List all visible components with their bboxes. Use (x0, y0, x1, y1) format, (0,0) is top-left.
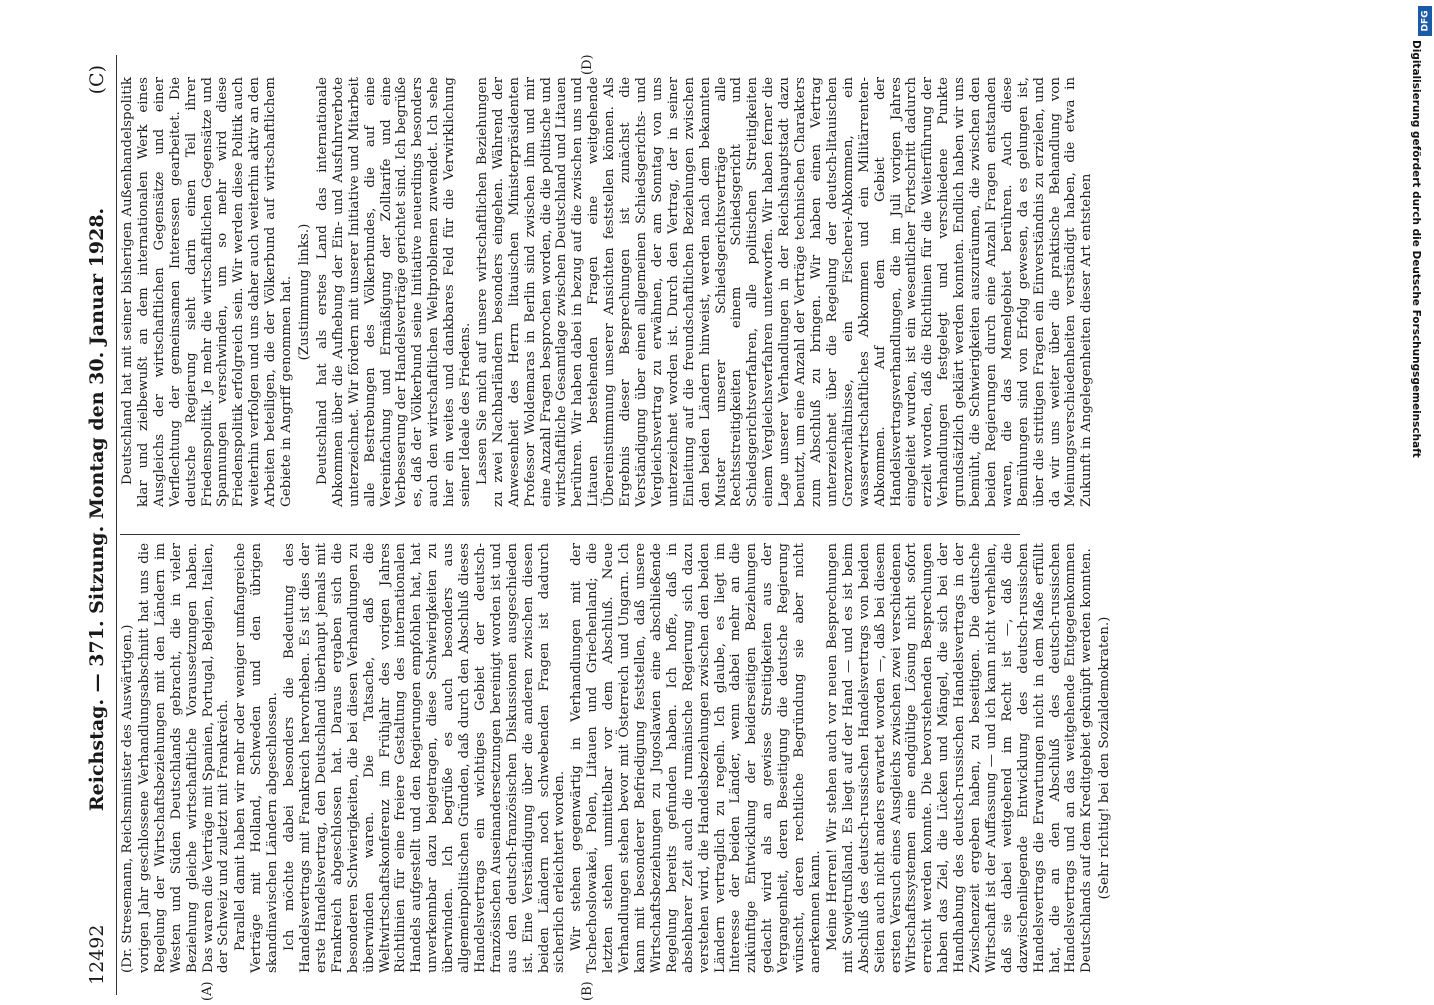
paragraph: Ich möchte dabei besonders die Bedeutung des Handelsvertrags mit Frankreich hervorheben. Es ist dies der erste Handelsvertrag, den Deutschland überhaupt jemals mit Frankreich abgeschlossen hat. Daraus ergaben sich die besonderen Schwierigkeiten, die bei diesen Verhandlungen zu überwinden waren. Die Tatsache, daß die Weltwirtschaftskonferenz im Frühjahr des vorigen Jahres Richtlinien für eine freiere Gestaltung des internationalen Handels aufgestellt und den Regierungen empfohlen hat, hat unverkennbar dazu beigetragen, diese Schwierigkeiten zu überwinden. Ich begrüße es auch besonders aus allgemeinpolitischen Gründen, daß durch den Abschluß dieses Handelsvertrags ein wichtiges Gebiet der deutsch-französischen Auseinandersetzungen bereinigt worden ist und aus den deutsch-französischen Diskussionen ausgeschieden ist. Eine Verständigung über die anderen zwischen diesen beiden Ländern noch schwebenden Fragen ist dadurch sicherlich erleichtert worden. (282, 543, 568, 973)
margin-mark-a: (A) (200, 981, 215, 1001)
left-column (120, 543, 1115, 973)
funding-note: Digitalisierung gefördert durch die Deutsche Forschungsgemeinschaft (1410, 40, 1422, 458)
interjection: (Zustimmung links.) (296, 223, 312, 361)
paragraph: Lassen Sie mich auf unsere wirtschaftlichen Beziehungen zu zwei Nachbarländern besonders eingehen. Während der Anwesenheit des Herrn litauischen Ministerpräsidenten Professor Woldemaras in Berlin sind zwischen ihm und mir eine Anzahl Fragen besprochen worden, die die politische und wirtschaftliche Gesamtlage zwischen Deutschland und Litauen berühren. Wir haben dabei in bezug auf die zwischen uns und Litauen bestehenden Fragen eine weitgehende Übereinstimmung unserer Ansichten feststellen können. Als Ergebnis dieser Besprechungen ist zunächst die Verständigung über einen allgemeinen Schiedsgerichts- und Vergleichsvertrag zu erwähnen, der am Sonntag von uns unterzeichnet worden ist. Durch den Vertrag, der in seiner Einleitung auf die freundschaftlichen Beziehungen zwischen den beiden Ländern hinweist, werden nach dem bekannten Muster unserer Schiedsgerichtsverträge alle Rechtsstreitigkeiten einem Schiedsgericht und Schiedsgerichtsverfahren, alle politischen Streitigkeiten einem Vergleichsverfahren unterworfen. Wir haben ferner die Lage unserer Verhandlungen in der Reichshauptstadt dazu benutzt, um eine Anzahl der Verträge technischen Charakters zum Abschluß zu bringen. Wir haben einen Vertrag unterzeichnet über die Regelung der deutsch-litauischen Grenzverhältnisse, ein Fischerei-Abkommen, ein wasserwirtschaftliches Abkommen und ein Militärrenten-Abkommen. Auf dem Gebiet der Handelsvertragsverhandlungen, die im Juli vorigen Jahres eingeleitet wurden, ist ein wesentlicher Fortschritt dadurch erzielt worden, daß die Richtlinien für die Weiterführung der Verhandlungen festgelegt und verschiedene Punkte grundsätzlich geklärt werden konnten. Endlich haben wir uns bemüht, die Schwierigkeiten auszuräumen, die zwischen den beiden Regierungen durch eine Anzahl Fragen entstanden waren, die das Memelgebiet berühren. Auch diese Bemühungen sind von Erfolg gewesen, da es gelungen ist, über die strittigen Fragen ein Einverständnis zu erzielen, und da wir uns weiter über die praktische Behandlung von Meinungsverschiedenheiten verständigt haben, die etwa in Zukunft in Angelegenheiten dieser Art entstehen (474, 77, 1095, 507)
paragraph: vorigen Jahr geschlossene Verhandlungsabschnitt hat uns die Regelung der Wirtschaftsbeziehungen mit den Ländern im Westen und Süden Deutschlands gebracht, die in vieler Beziehung gleiche wirtschaftliche Voraussetzungen haben. Das waren die Verträge mit Spanien, Portugal, Belgien, Italien, der Schweiz und zuletzt mit Frankreich. (136, 543, 232, 973)
interjection: (Sehr richtig! bei den Sozialdemokraten.) (1097, 616, 1113, 900)
header-rule (116, 55, 117, 995)
paragraph: Deutschland hat als erstes Land das internationale Abkommen über die Aufhebung der Ein- und Ausfuhrverbote unterzeichnet. Wir fördern mit unserer Initiative und Mitarbeit alle Bestrebungen des Völkerbundes, die auf eine Vereinfachung und Ermäßigung der Zolltarife und eine Verbesserung der Handelsverträge gerichtet sind. Ich begrüße es, daß der Völkerbund seine Initiative neuerdings besonders auch den wirtschaftlichen Weltproblemen zuwendet. Ich sehe hier ein weites und dankbares Feld für die Verwirklichung seiner Ideale des Friedens. (314, 77, 474, 507)
page-number: 12492 (86, 924, 108, 985)
page-title: Reichstag. — 371. Sitzung. Montag den 30. Januar 1928. (86, 207, 108, 812)
page-header (80, 65, 114, 985)
margin-mark-d: (D) (580, 54, 595, 75)
margin-mark-c: (C) (86, 65, 108, 95)
rotated-page (80, 45, 1410, 1005)
paragraph: Parallel damit haben wir mehr oder weniger umfangreiche Verträge mit Holland, Schweden und den übrigen skandinavischen Ländern abgeschlossen. (233, 543, 281, 973)
paragraph: Meine Herren! Wir stehen auch vor neuen Besprechungen mit Sowjetrußland. Es liegt auf der Hand — und es ist beim Abschluß des deutsch-russischen Handelsvertrags von beiden Seiten auch nicht anders erwartet worden —, daß bei diesem ersten Versuch eines Ausgleichs zwischen zwei verschiedenen Wirtschaftssystemen eine endgültige Lösung nicht sofort erreicht werden konnte. Die bevorstehenden Besprechungen haben das Ziel, die Lücken und Mängel, die sich bei der Handhabung des deutsch-russischen Handelsvertrags in der Zwischenzeit ergeben haben, zu beseitigen. Die deutsche Wirtschaft ist der Auffassung — und ich kann nicht verhehlen, daß sie dabei weitgehend im Recht ist —, daß die dazwischenliegende Entwicklung des deutsch-russischen Handelsvertrags die Erwartungen nicht in dem Maße erfüllt hat, die an den Abschluß des deutsch-russischen Handelsvertrags und an das weitgehende Entgegenkommen Deutschlands auf dem Kreditgebiet geknüpft werden konnten. (824, 543, 1095, 973)
paragraph: Deutschland hat mit seiner bisherigen Außenhandelspolitik klar und zielbewußt an dem internationalen Werk eines Ausgleichs der wirtschaftlichen Gegensätze und einer Verflechtung der gemeinsamen Interessen gearbeitet. Die deutsche Regierung sieht darin einen Teil ihrer Friedenspolitik. Je mehr die wirtschaftlichen Gegensätze und Spannungen verschwinden, um so mehr wird diese Friedenspolitik erfolgreich sein. Wir werden diese Politik auch weiterhin verfolgen und uns daher auch weiterhin aktiv an den Arbeiten beteiligen, die der Völkerbund auf wirtschaftlichem Gebiete in Angriff genommen hat. (120, 77, 295, 507)
margin-mark-b: (B) (580, 981, 595, 1001)
dfg-logo: DFG (1418, 6, 1432, 36)
right-column (120, 77, 1096, 507)
column-divider (120, 534, 1020, 535)
speaker-line: (Dr. Stresemann, Reichsminister des Auswärtigen.) (120, 624, 135, 973)
paragraph: Wir stehen gegenwärtig in Verhandlungen mit der Tschechoslowakei, Polen, Litauen und Griechenland; die letzten stehen unmittelbar vor dem Abschluß. Neue Verhandlungen stehen bevor mit Österreich und Ungarn. Ich kann mit besonderer Befriedigung feststellen, daß unsere Wirtschaftsbeziehungen zu Jugoslawien eine abschließende Regelung bereits gefunden haben. Ich hoffe, daß in absehbarer Zeit auch die rumänische Regierung sich dazu verstehen wird, die Handelsbeziehungen zwischen den beiden Ländern vertraglich zu regeln. Ich glaube, es liegt im Interesse der beiden Länder, wenn dabei mehr an die zukünftige Entwicklung der beiderseitigen Beziehungen gedacht wird als an gewisse Streitigkeiten aus der Vergangenheit, deren Beseitigung die deutsche Regierung wünscht, deren rechtliche Begründung sie aber nicht anerkennen kann. (569, 543, 823, 973)
